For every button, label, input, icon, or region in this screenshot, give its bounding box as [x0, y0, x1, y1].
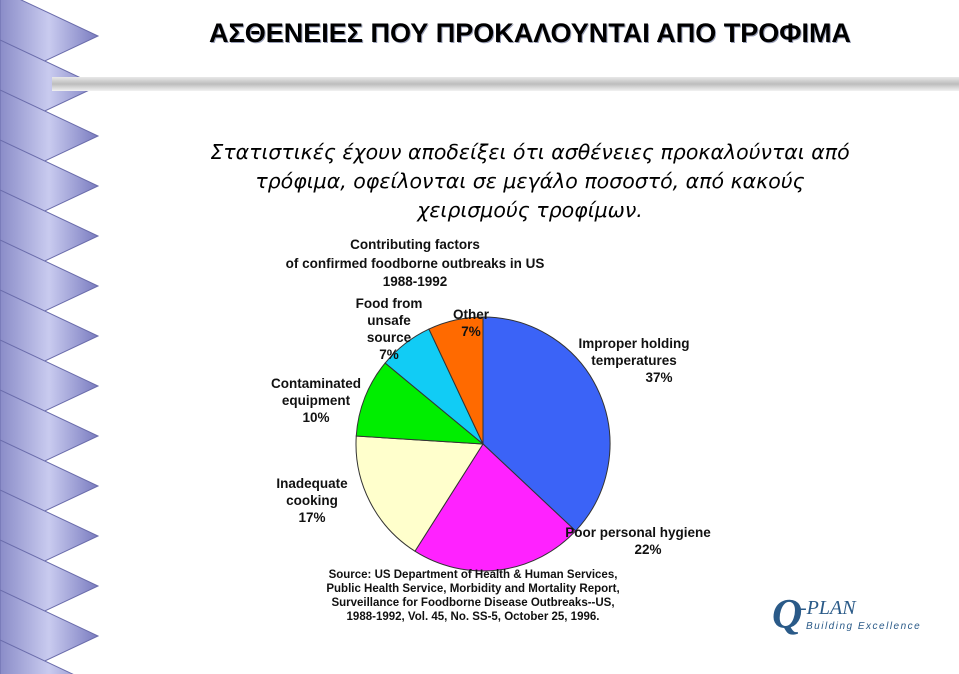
slice-label: Improper holding: [578, 336, 690, 351]
slice-label: equipment: [281, 393, 351, 408]
slice-value-label: 7%: [461, 324, 481, 339]
slice-label: Inadequate: [276, 476, 348, 491]
slide-title: ΑΣΘΕΝΕΙΕΣ ΠΟΥ ΠΡΟΚΑΛΟΥΝΤΑΙ ΑΠΟ ΤΡΟΦΙΜΑ: [209, 18, 851, 48]
slice-value-label: 37%: [645, 370, 673, 385]
intro-text: [140, 138, 920, 225]
logo-letter: Q: [772, 592, 803, 638]
intro-line: χειρισμούς τροφίμων.: [417, 198, 643, 222]
chart-title-line: Contributing factors: [350, 237, 480, 252]
slice-label: cooking: [286, 493, 338, 508]
intro-line: τρόφιμα, οφείλονται σε μεγάλο ποσοστό, από κακούς: [255, 169, 805, 193]
slice-label: Contaminated: [270, 376, 362, 391]
slice-label: Food from: [355, 296, 423, 311]
slice-label: Other: [452, 307, 490, 322]
qplan-logo: [772, 588, 932, 638]
left-decorative-border: [0, 0, 100, 674]
slice-label: Poor personal hygiene: [565, 525, 711, 540]
chart-title-line: 1988-1992: [382, 274, 448, 289]
source-line: Surveillance for Foodborne Disease Outbreaks--US,: [331, 597, 615, 609]
pie-chart: [240, 232, 780, 622]
slice-value-label: 22%: [634, 542, 662, 557]
slice-label: source: [366, 330, 412, 345]
intro-line: Στατιστικές έχουν αποδείξει ότι ασθένειες προκαλούνται από: [210, 140, 850, 164]
slice-label: unsafe: [367, 313, 411, 328]
chart-title-line: of confirmed foodborne outbreaks in US: [285, 256, 545, 271]
source-line: Public Health Service, Morbidity and Mortality Report,: [326, 583, 620, 595]
source-line: Source: US Department of Health & Human Services,: [328, 569, 618, 581]
slice-value-label: 7%: [379, 347, 399, 362]
slice-value-label: 17%: [298, 510, 326, 525]
source-line: 1988-1992, Vol. 45, No. SS-5, October 25, 1996.: [346, 611, 600, 622]
slice-label: temperatures: [591, 353, 677, 368]
logo-tagline: Building Excellence: [806, 621, 922, 632]
title-divider: [52, 74, 959, 96]
slice-value-label: 10%: [302, 410, 330, 425]
logo-name: -PLAN: [800, 597, 856, 619]
